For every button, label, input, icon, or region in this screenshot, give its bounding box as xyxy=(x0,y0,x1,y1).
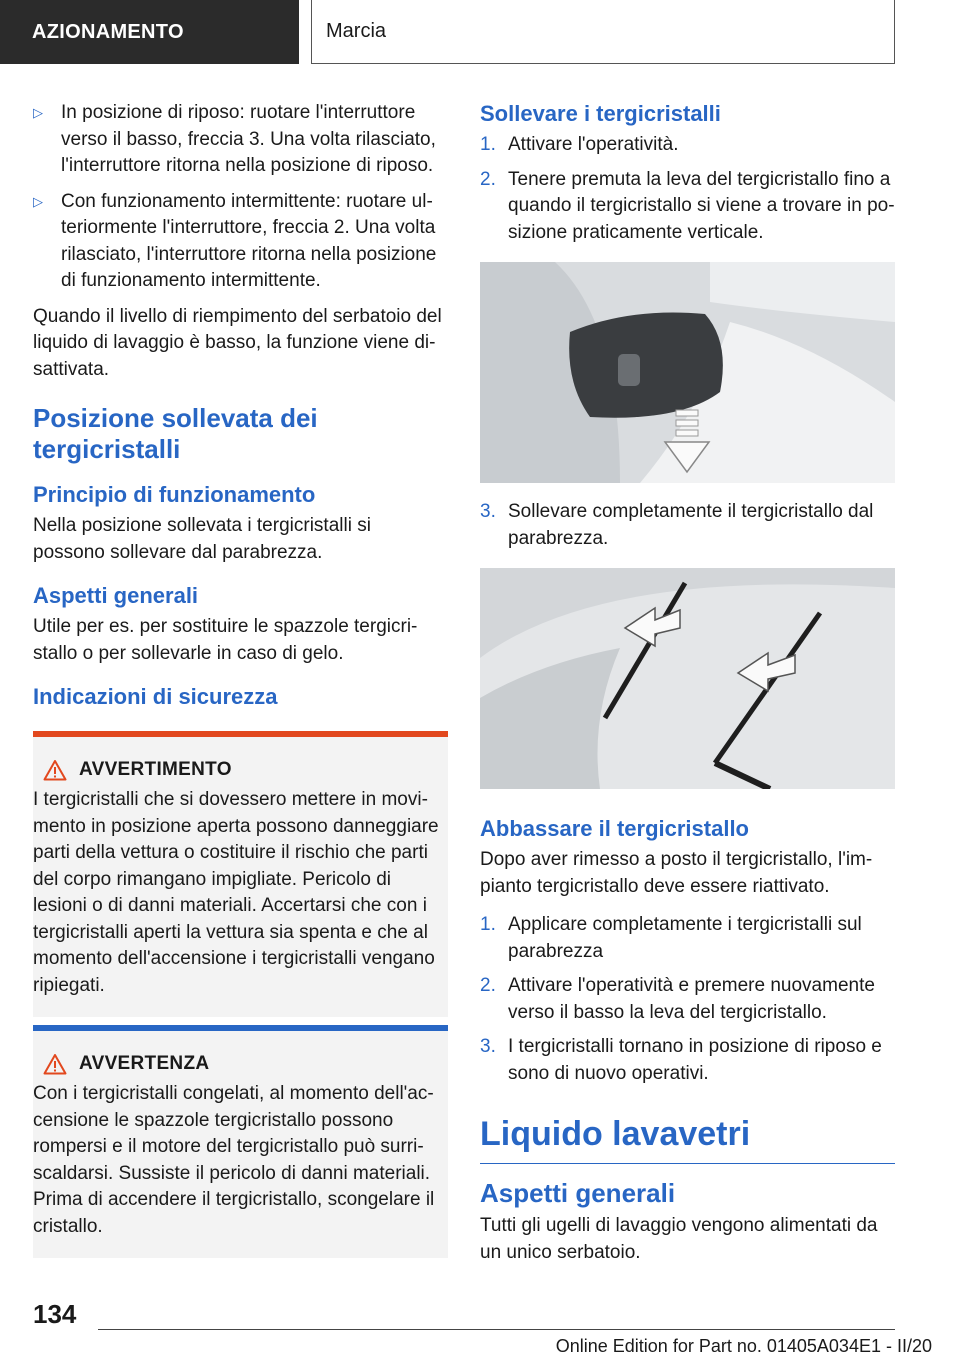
heading-liquid: Liquido lavavetri xyxy=(480,1113,895,1164)
heading-position: Posizione sollevata dei tergicristalli xyxy=(33,403,318,464)
list-item: 2. Tenere premuta la leva del tergicristallo fino a quando il tergicristallo si viene a trovare in posizione praticamente verticale. xyxy=(480,168,895,243)
warning-text: I tergicristalli che si dovessero mettere in movimento in posizione aperta possono danneggiare parti della vettura o costituire il rischio che parti del corpo rimangano impigliate. Pericolo di lesioni o di danni materiali. Accertarsi che con i tergicristalli aperti la vettura sia spenta e che al momento dell'accensione i tergicristalli vengano ripiegati. xyxy=(33,789,439,996)
warning-box xyxy=(33,731,448,1017)
left-column xyxy=(33,100,448,1258)
notice-title: AVVERTENZA xyxy=(79,1053,210,1074)
warning-triangle-icon xyxy=(43,1053,67,1075)
list-item: 1. Applicare completamente i tergicristalli sul parabrezza xyxy=(480,914,862,962)
heading-general: Aspetti generali xyxy=(33,583,199,608)
warning-triangle-icon xyxy=(43,759,67,781)
paragraph: Dopo aver rimesso a posto il tergicristallo, l'impianto tergicristallo deve essere riattivato. xyxy=(480,849,873,897)
list-item: ▷ In posizione di riposo: ruotare l'interruttore verso il basso, freccia 3. Una volta rilasciato, l'interruttore ritorna nella posizione di riposo. xyxy=(33,102,436,176)
list-item: 3. Sollevare completamente il tergicristallo dal parabrezza. xyxy=(480,501,874,549)
notice-box xyxy=(33,1025,448,1258)
triangle-bullet-icon: ▷ xyxy=(33,105,43,120)
paragraph: Utile per es. per sostituire le spazzole tergicristallo o per sollevarle in caso di gelo. xyxy=(33,616,418,664)
heading-lower: Abbassare il tergicristallo xyxy=(480,816,749,841)
paragraph: Nella posizione sollevata i tergicristalli si possono sollevare dal parabrezza. xyxy=(33,515,371,563)
heading-raise: Sollevare i tergicristalli xyxy=(480,101,721,126)
section-title: Marcia xyxy=(311,0,895,64)
footer-divider xyxy=(98,1329,895,1330)
right-column xyxy=(480,100,895,1266)
warning-title: AVVERTIMENTO xyxy=(79,759,232,780)
list-item: 3. I tergicristalli tornano in posizione di riposo e sono di nuovo operativi. xyxy=(480,1036,882,1084)
heading-safety: Indicazioni di sicurezza xyxy=(33,684,278,709)
list-item: 2. Attivare l'operatività e premere nuovamente verso il basso la leva del tergicristallo. xyxy=(480,975,875,1023)
edition-text: Online Edition for Part no. 01405A034E1 - II/20 xyxy=(555,1336,932,1356)
wiper-lever-illustration xyxy=(480,262,895,483)
page-number: 134 xyxy=(33,1299,77,1329)
paragraph: Tutti gli ugelli di lavaggio vengono alimentati da un unico serbatoio. xyxy=(480,1215,878,1263)
chapter-tab: AZIONAMENTO xyxy=(0,0,299,64)
windshield-wipers-illustration xyxy=(480,568,895,789)
heading-principle: Principio di funzionamento xyxy=(33,482,316,507)
paragraph: Quando il livello di riempimento del serbatoio del liquido di lavaggio è basso, la funzione viene disattivata. xyxy=(33,305,442,380)
list-item: 1. Attivare l'operatività. xyxy=(480,134,679,155)
notice-text: Con i tergicristalli congelati, al momento dell'accensione le spazzole tergicristallo possono rompersi e il motore del tergicristallo può surriscaldarsi. Sussiste il pericolo di danni materiali. Prima di accendere il tergicristallo, scongelare il cristallo. xyxy=(33,1083,435,1237)
triangle-bullet-icon: ▷ xyxy=(33,193,43,209)
heading-liquid-general: Aspetti generali xyxy=(480,1178,676,1208)
list-item: ▷ Con funzionamento intermittente: ruotare ulteriormente l'interruttore, freccia 2. Una volta rilasciato, l'interruttore ritorna nella posizione di funzionamento intermittente. xyxy=(33,190,437,291)
